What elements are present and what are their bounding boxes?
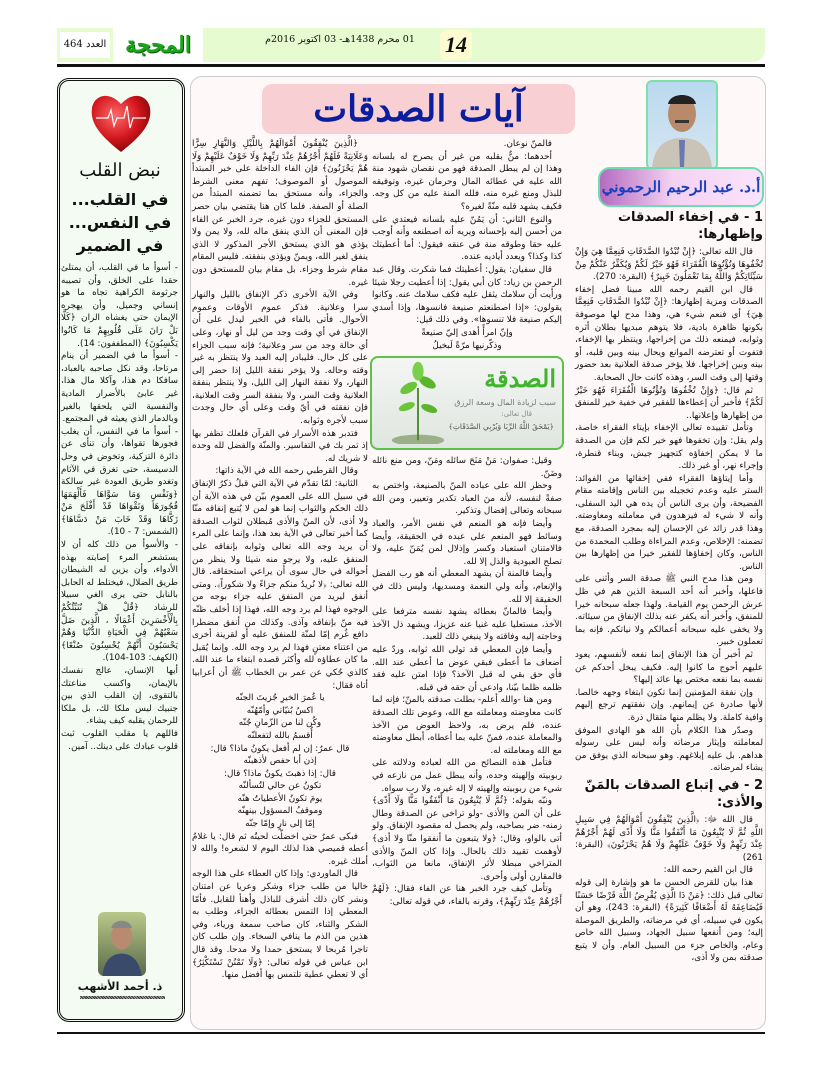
paragraph: - أسوأ ما في القلب، أن يمتلئ حقدا على الخلق، وأن تصيبه جرثومة الكراهية تجاه ما هو إنساني وجميل، وأن يهجره الإيمان حتى يغشاه الران ﴿كَلَّا بَلْ رَانَ عَلَى قُلُوبِهِمْ مَا كَانُوا يَكْسِبُونَ﴾ (المطففون: 14). [61,263,178,349]
paragraph: فاللهم يا مقلب القلوب ثبت قلوب عبادك على دينك.. آمين. [61,728,178,752]
poem-line: إذن أبا حفص لأذهبنّه [243,756,317,767]
paragraph: ومن هنا -والله أعلم- بطلت صدقته بالمنّ؛ فإنه لما كانت معاوضته ومعاملته مع الله، وعوض تلك الصدقة عنده، فلم يرض به، ولاحظ العوض من الآخذ والمعاملة عنده، فمنّ عليه بما أعطاه، أبطل معاوضته مع الله ومعاملته له. [372,695,562,756]
paragraph: ﴿الَّذِينَ يُنْفِقُونَ أَمْوَالَهُمْ بِاللَّيْلِ وَالنَّهَارِ سِرًّا وَعَلَانِيَةً فَلَهُمْ أَجْرُهُمْ عِنْدَ رَبِّهِمْ وَلَا خَوْفٌ عَلَيْهِمْ وَلَا هُمْ يَحْزَنُونَ﴾ فإن الفاء الداخلة على خبر المبتدأ الموصول أو الموصوف؛ تفهم معنى الشرط والجزاء، وأنه مستحق بما تضمنه المبتدأ من الصلة أو الصفة. فلما كان هنا يقتضي بيان حصر المستحق للجزاء دون غيره، جرد الخبر عن الفاء فإن المعنى أن الذي ينفق ماله لله، ولا يمن ولا يؤذي هو الذي يستحق الأجر المذكور لا الذي ينفق لغير الله، ويمنّ ويؤذي بنفقته. فليس المقام مقام شرط وجزاء. بل مقام بيان للمستحق دون غيره. [192,139,368,288]
paragraph: قال الماوردي: وإذا كان العطاء على هذا الوجه خاليا من طلب جزاء وشكر وعريا عن امتنان ونشر كان ذلك أشرف للباذل وأهنأ للقابل. فأمّا المعطي إذا التمس بعطائه الجزاء، وطلب به الشكر والثناء، كان صاحب سمعة ورياء، وفي هذين من الذم ما ينافي السخاء. وإن طلب كان تاجرا مُربحا لا يستحق حمدا ولا مدحا. وقد قال ابن عباس في قوله تعالى: ﴿وَلَا تَمْنُنْ تَسْتَكْثِرُ﴾ أي لا تعطي عطية تلتمس بها أفضل منها. [192,869,368,981]
author-name: أ.د. عبد الرحيم الرحموني [598,167,764,207]
paragraph: وأيضا فإنه هو المنعم في نفس الأمر، والعباد وسائط فهو المنعم على عبده في الحقيقة، وأيضا فالامتنان استعباد وكسر وإذلال لمن يُمَنّ عليه، ولا تصلح العبودية والذل إلا لله. [372,519,562,567]
footer-divider [57,1032,765,1034]
sidebar-author-name: ذ. أحمد الأشهب [77,980,163,993]
paragraph: قال ابن القيم رحمه الله مبينا فضل إخفاء الصدقات ومزية إظهارها: ﴿إِنْ تُبْدُوا الصَّدَقَاتِ فَنِعِمَّا هِيَ﴾ أي فنعم شيء هي، وهذا مدح لها موصوفة بكونها ظاهرة بادية، فلا يتوهم مبديها بطلان أثره وثوابه، فيمنعه ذلك من إخراجها، وينتظر بها الإخفاء، فتفوت أو تعترضه الموانع ويحال بينه وبين قلبه، أو بينه وبين إخراجها. فلا يؤخر صدقة العلانية بعد حضور وقتها إلى وقت السر، وهذه كانت حال الصحابة. [575,284,763,383]
verse-line: وإنّ امرأً أهدى إليّ صنيعةً [421,327,513,338]
paragraph: فتأمل هذه النصائح من الله لعباده ودلالته على ربوبيته وإلهيته وحده، وأنه يبطل عمل من نازعه في شيء من ربوبيته وإلهيته لا إله غيره، ولا رب سواه. [372,758,562,794]
paragraph: قال الله ﷻ: ﴿الَّذِينَ يُنْفِقُونَ أَمْوَالَهُمْ فِي سَبِيلِ اللَّهِ ثُمَّ لَا يُتْبِعُونَ مَا أَنْفَقُوا مَنًّا وَلَا أَذًى لَهُمْ أَجْرُهُمْ عِنْدَ رَبِّهِمْ وَلَا خَوْفٌ عَلَيْهِمْ وَلَا هُمْ يَحْزَنُونَ﴾ (البقرة: 261) [575,814,763,863]
paragraph: وتأمل كيف جرد الخبر هنا عن الفاء فقال: ﴿لَهُمْ أَجْرُهُمْ عِنْدَ رَبِّهِمْ﴾، وقرنه بالفاء، في قوله تعالى: [372,884,562,907]
sidebar-title [60,188,180,257]
article-column-1 [575,207,763,965]
paragraph: وأما إيتاؤها الفقراء ففي إخفائها من الفوائد: الستر عليه وعدم تخجيله بين الناس وإقامته مقام الفضيحة، وأن يرى الناس أن يده هي اليد السفلى، وأنه لا شيء له فيزهدون في معاملته ومعاوضته. وهذا قدر زائد عن الإحسان إليه بمجرد الصدقة، مع تضمنه: الإخلاص، وعدم المراءاة وطلب المحمدة من الناس، وكان إخفاؤها للفقير خيرا من إظهارها بين الناس. [575,473,763,572]
paragraph: أحدهما: منٌّ بقلبه من غير أن يصرح له بلسانه وهذا إن لم يبطل الصدقة فهو من نقصان شهود منة الله عليه في عطائه المال وحرمان غيره، وتوفيقه للبذل ومنع غيره منه، فلله المنة عليه من كل وجه. فكيف يشهد قلبه منّةً لغيره؟ [372,151,562,212]
illustration-title: الصدقة [484,364,556,394]
paragraph: وقال القرطبي رحمه الله في الآية ذاتها: [215,466,358,477]
issue-date: 01 محرم 1438هـ- 03 اكتوبر 2016م [265,34,415,45]
article-column-2 [372,138,562,908]
paragraph: وأيضا فالمانّ بعطائه يشهد نفسه مترفعا على الآخذ، مستعليا عليه غنيا عنه عزيزا، ويشهد ذل الآخذ وحاجته إليه وفاقته ولا ينبغي ذلك للعبد. [372,607,562,643]
paragraph: فالمنّ نوعان. [503,139,552,149]
poem-line: يومَ تكونُ الأعطياتُ هنّه [237,793,323,804]
poem-line: وموقفُ المسؤول بينهنّه [237,806,323,817]
article-column-3 [192,138,368,982]
paragraph: الثانية: لمّا تقدّم في الآية التي قبلُ ذكرُ الإنفاق في سبيل الله على العموم بيّن في هذه الآية أن ذلك الحكم والثواب إنما هو لمن لا يُتبع إنفاقه منّا ولا أذى، لأن المنّ والأذى مُبطلان لثواب الصدقة كما أخبر تعالى في الآية بعد هذا، وإنما على المرء أن يريد وجه الله تعالى وثوابه بإنفاقه على المنفق عليه، ولا يرجو منه شيئا ولا ينظر من أحواله في حال سوى أن يراعي استحقاقه. قال الله تعالى: ﴿لا نُريدُ منكم جزاءً ولا شكوراً﴾. ومتى أنفق ليريد من المنفق عليه جزاء بوجه من الوجوه فهذا لم يرد وجه الله، فهذا إذا أخلف ظنّه فيه منّ بإنفاقه وآذى. وكذلك من أنفق مضطرا دافع غُرم إمّا لمنّة للمنفق عليه أو لقرينة أخرى من اعتناء معتنٍ فهذا لم يرد وجه الله. وإنما يُقبل ما كان عطاؤه لله وأكثر قصده ابتغاء ما عند الله. كالذي حُكي عن عمر بن الخطاب ﷺ أن أعرابيا أتاه فقال: [192,479,368,691]
author-photo [646,80,718,170]
sidebar-title-line: في الضمير [76,236,164,255]
paragraph: - أسوأ ما في النفس، أن يغلب فجورها تقواها، وأن تنأى عن دائرة التزكية، وتخوض في وحل الدسيسة، حتى تغرق في الآثام وتغدو طريق العودة غير سالكة ﴿وَنَفْسٍ وَمَا سَوَّاهَا فَأَلْهَمَهَا فُجُورَهَا وَتَقْوَاهَا قَدْ أَفْلَحَ مَنْ زَكَّاهَا وَقَدْ خَابَ مَنْ دَسَّاهَا﴾ (الشمس: 7 - 10). [61,426,178,538]
paragraph: فبكى عمرُ حتى اخضلّت لحيتُه ثم قال: يا غلامُ أعطه قميصي هذا لذلك اليوم لا لشعره! والله لا أملك غيره. [192,831,368,867]
paragraph: وفي الآية الأخرى ذكر الإنفاق بالليل والنهار سرا وعلانية. فذكر عموم الأوقات وعموم الأحوال. فأتى بالفاء في الخبر ليدل على أن الإنفاق في أي وقت وجد من ليل أو نهار، وعلى أي حالة وجد من سر وعلانية؛ فإنه سبب الجزاء على كل حال. فليبادر إليه العبد ولا ينتظر به غير وقته وحاله. ولا يؤخر نفقة الليل إذا حضر إلى النهار، ولا نفقة النهار إلى الليل، ولا ينتظر بنفقة العلانية وقت السر، ولا بنفقة السر وقت العلانية، فإن نفقته في أيّ وقت وعلى أي حال وجدت سبب لأجره وثوابه. [192,290,368,427]
paragraph: وقيل: صفوان: مَنْ مَنَحَ سائله ومَنّ، ومن منع نائله وضَنّ. [372,456,562,479]
paragraph: قال ابن القيم رحمه الله: [663,865,753,876]
page-number: 14 [440,30,472,60]
decorative-underline [80,996,165,999]
article-title: آيات الصدقات [262,84,575,134]
poem-line: قال عمرُ: إن لم أفعل يكونُ ماذا؟ قال: [210,743,350,754]
issue-number: العدد 464 [60,32,110,58]
paragraph: وتأمل تقييده تعالى الإخفاء بإيتاء الفقراء خاصة، ولم يقل: وإن تخفوها فهو خير لكم فإن من الصدقة ما لا يمكن إخفاؤه كتجهيز جيش، وبناء قنطرة، وإجراء نهر، أو غير ذلك. [575,423,763,472]
paragraph: وإن نفقة المؤمنين إنما تكون ابتغاء وجهه خالصا. لأنها صادرة عن إيمانهم. وإن نفقتهم ترجع إليهم وافية كاملة. ولا يظلم منها مثقال ذرة. [575,687,763,723]
poem-line: أُقسمُ بالله لتفعلنّه [247,730,313,741]
paragraph: أيها الإنسان، عالج نفسك بالإيمان، واكسب مناعتك بالتقوى، إن القلب الذي بين جنبيك ليس ملكا لك، بل ملكا للرحمان يقلبه كيف يشاء. [61,666,178,727]
paragraph: هذا بيان للقرض الحسن ما هو وإشارة إلى قوله تعالى قبل ذلك: ﴿مَنْ ذَا الَّذِي يُقْرِضُ اللَّهَ قَرْضًا حَسَنًا فَيُضَاعِفَهُ لَهُ أَضْعَافًا كَثِيرَةً﴾ (البقرة: 243)، وهو أن يكون في سبيله، أي في مرضاته، والطريق الموصلة إليه؛ ومن أنفعها سبيل الجهاد، وسبيل الله خاص وعام، والخاص جزء من السبيل العام. وأن لا يتبع صدقته بمن ولا أذى، [575,877,764,964]
illustration-verse: ﴿يَمْحَقُ اللَّهُ الرِّبَا وَيُرْبِي الصَّدَقَاتِ﴾ [448,422,554,432]
sidebar-author-photo [98,912,146,976]
paragraph: ثم قال: ﴿وَإِنْ تُخْفُوهَا وَتُؤْتُوهَا الْفُقَرَاءَ فَهُوَ خَيْرٌ لَكُمْ﴾ فأخبر أن إعطاءها للفقير في خفية خير للمنفق من إظهارها وإعلانها.. [575,385,763,421]
newspaper-logo: المحجة [113,28,203,62]
sidebar-title-line: في القلب... [71,190,169,209]
plant-icon [390,360,446,444]
poem-line: يا عُمرَ الخيرِ جُزيتَ الجنّه [235,693,325,704]
verse-line: وذكّرنيها مرّةً لَبخيلُ [432,340,502,351]
paragraph: وأيضا فإن المعطي قد تولى الله ثوابه، وردّ عليه أضعاف ما أعطى فبقي عوض ما أعطى عند الله. فأي حق بقي له قبل الآخذ؟ فإذا امتن عليه فقد ظلمه ظلما بيّنا، وادعى أن حقه في قبله. [372,645,562,693]
paragraph: - والأسوأ من ذلك كله أن لا يستشعر المرء إصابته بهذه الأدواء، وأن يزين له الشيطان طريق الضلال، فيختلط له الحابل بالنابل حتى يرى الغي سبيلا للرشاد ﴿قُلْ هَلْ نُنَبِّئُكُمْ بِالْأَخْسَرِينَ أَعْمَالًا ، الَّذِينَ ضَلَّ سَعْيُهُمْ فِي الْحَيَاةِ الدُّنْيَا وَهُمْ يَحْسَبُونَ أَنَّهُمْ يُحْسِنُونَ صُنْعًا﴾ (الكهف: 103-104). [61,540,178,664]
paragraph: ثم أخبر أن هذا الإنفاق إنما نفعه لأنفسهم، يعود عليهم أحوج ما كانوا إليه. فكيف يبخل أحدكم عن نفسه بما نفعه مختص بها عائد إليها؟ [575,650,763,686]
poem-line: وكُن لنا من الزّمانِ جُنّه [238,718,322,729]
poem-line: قال: إذا ذهبتَ يكونُ ماذا؟ قال: [224,768,336,779]
poem-line: اكسُ بُنيّاتي وأمّهُنّه [246,705,314,716]
paragraph: - أسوأ ما في الضمير أن ينام مرتاحا، وقد نكل صاحبه بالعباد، سافكا دم هذا، وآكلا مال هذا، غير عابئ بالأضرار المادية والنفسية التي يلحقها بالغير وبالدمار الذي يعيثه في المجتمع. [61,351,178,425]
section-heading: 1 - في إخفاء الصدقات وإظهارها: [617,210,763,242]
poem-line: إمّا إلى نارٍ وإمّا جنّه [245,819,315,830]
paragraph: ونبّه بقوله: ﴿ثُمَّ لَا يُتْبِعُونَ مَا أَنْفَقُوا مَنًّا وَلَا أَذًى﴾ على أن المن والأذى -ولو تراخى عن الصدقة وطال زمنه- ضر بصاحبه، ولم يحصل له مقصود الإنفاق. ولو أتى بالواو، وقال: ﴿ولا يتبعون ما أنفقوا منّا ولا أذى﴾ لأوهمت تقييد ذلك بالحال. وإذا كان المنّ والأذى المتراخي مبطلا لأثر الإنفاق، مانعا من الثواب، فالمقارن أولى وأحرى. [372,796,562,882]
sadaqa-illustration [370,356,564,450]
section-heading: 2 - في إتباع الصدقات بالمَنّ والأذى: [584,777,763,810]
paragraph: وأيضا فالمنة أن يشهد المعطي أنه هو رب الفضل والإنعام، وأنه ولي النعمة ومسديها، وليس ذلك في الحقيقة إلا لله. [372,569,562,605]
column-name: نبض القلب [79,160,161,181]
paragraph: قال الله تعالى: ﴿إِنْ تُبْدُوا الصَّدَقَاتِ فَنِعِمَّا هِيَ وَإِنْ تُخْفُوهَا وَتُؤْتُوهَا الْفُقَرَاءَ فَهُوَ خَيْرٌ لَكُمْ وَيُكَفِّرُ عَنْكُمْ مِنْ سَيِّئَاتِكُمْ وَاللَّهُ بِمَا تَعْمَلُونَ خَبِيرٌ﴾ (البقرة: 270). [575,247,763,283]
paragraph: قال سفيان: يقول: أعطيتك فما شكرت. وقال عبد الرحمن بن زياد: كان أبي يقول: إذا أعطيت رجلا شيئا ورأيت أن سلامك يثقل عليه فكف سلامك عنه. وكانوا يقولون: «إذا اصطنعتم صنيعة فانسوها، وإذا أسدي إليكم صنيعة فلا تنسوها». وفي ذلك قيل: [372,264,562,326]
paragraph: والنوع الثاني: أن يَمُنّ عليه بلسانه فيعتدي على من أحسن إليه بإحسانه ويريه أنه اصطنعه وأنه أوجب عليه حقا وطوقه منة في عنقه فيقول: أما أعطيتك كذا وكذا؟ ويعدد أياديه عنده. [372,214,562,263]
paragraph: وحظر الله على عباده المنّ بالصنيعة، واختص به صفةً لنفسه، لأنه منَ العباد تكدير وتعيير، ومن الله سبحانه وتعالى إفضال وتذكير. [372,481,562,517]
illustration-subtitle: سبب لزيادة المال وسعة الرزق [454,398,556,408]
sidebar-text [61,262,178,753]
poem-line: تكونُ عن حالي لتُسألنّه [238,781,322,792]
header-divider [57,64,765,67]
paragraph: فتدبر هذه الأسرار في القرآن فلعلك تظفر بها إذ تمر بك في التفاسير. والمنّة والفضل لله وحده لا شريك له. [192,428,368,464]
illustration-caption: قال تعالى: [501,410,532,419]
paragraph: ومن هذا مدح النبي ﷺ صدقة السر وأثنى على فاعلها، وأخبر أنه أحد السبعة الذين هم في ظل عرش الرحمن يوم القيامة. ولهذا جعله سبحانه خيرا للمنفق، وأخبر أنه يكفر عنه بذلك الإنفاق من سيئاته. ولا يخفى عليه سبحانه أعمالكم ولا نياتكم. فإنه بما تعملون خبير. [575,574,763,648]
heart-pulse-icon [88,90,154,156]
paragraph: وصدّر هذا الكلام بأن الله هو الهادي الموفق لمعاملته وإيثار مرضاته وأنه ليس على رسوله هداهم. بل عليه إبلاغهم. وهو سبحانه الذي يوفق من يشاء لمرضاته. [575,725,763,774]
sidebar-title-line: في النفس... [68,213,172,232]
